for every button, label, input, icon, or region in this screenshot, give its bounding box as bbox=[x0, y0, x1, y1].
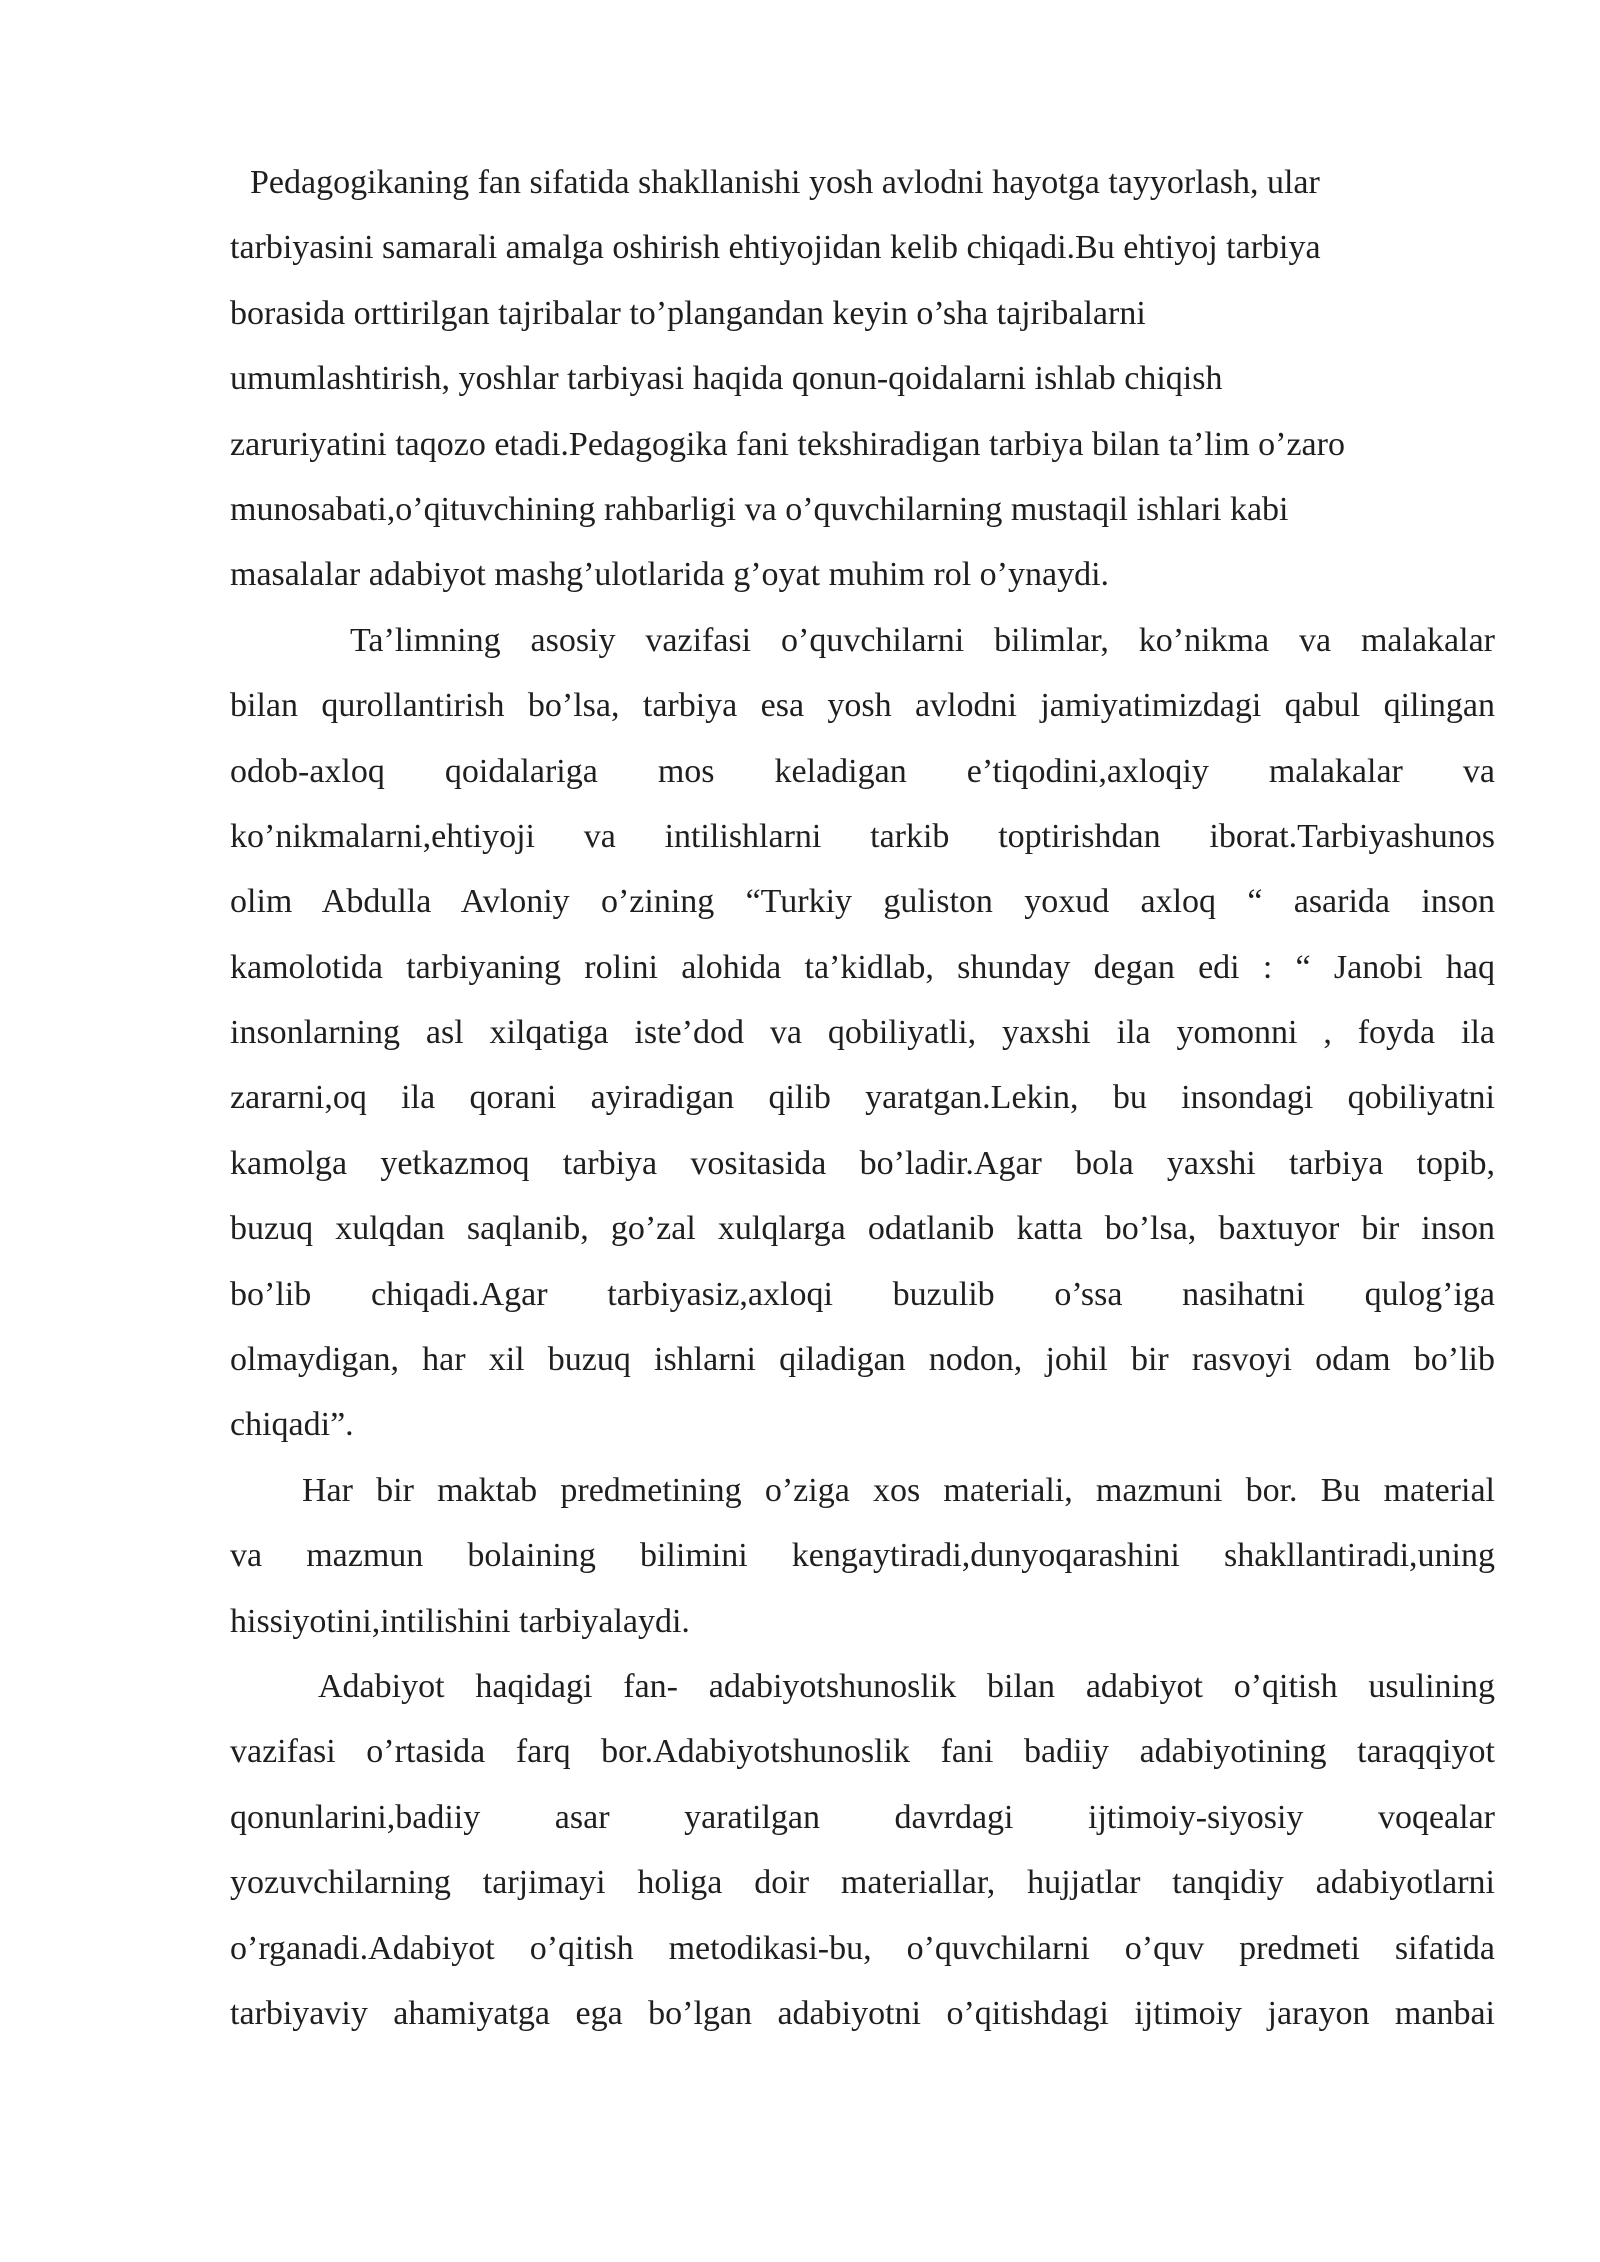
text-line: Har bir maktab predmetining o’ziga xos materiali, mazmuni bor. Bu material bbox=[302, 1471, 1495, 1509]
text-line: Pedagogikaning fan sifatida shakllanishi yosh avlodni hayotga tayyorlash, ular bbox=[250, 164, 1320, 201]
text-line: buzuq xulqdan saqlanib, go’zal xulqlarga odatlanib katta bo’lsa, baxtuyor bir inson bbox=[230, 1210, 1495, 1248]
text-line: masalalar adabiyot mashg’ulotlarida g’oyat muhim rol o’ynaydi. bbox=[230, 556, 1110, 594]
text-line: odob-axloq qoidalariga mos keladigan e’tiqodini,axloqiy malakalar va bbox=[230, 752, 1495, 790]
text-line: qonunlarini,badiiy asar yaratilgan davrdagi ijtimoiy-siyosiy voqealar bbox=[230, 1798, 1495, 1836]
text-line: zaruriyatini taqozo etadi.Pedagogika fani tekshiradigan tarbiya bilan ta’lim o’zaro bbox=[230, 425, 1345, 463]
text-line: tarbiyasini samarali amalga oshirish ehtiyojidan kelib chiqadi.Bu ehtiyoj tarbiya bbox=[230, 229, 1321, 267]
text-line: hissiyotini,intilishini tarbiyalaydi. bbox=[230, 1602, 690, 1640]
paragraph-3 bbox=[230, 1458, 1495, 1654]
text-line: o’rganadi.Adabiyot o’qitish metodikasi-bu, o’quvchilarni o’quv predmeti sifatida bbox=[230, 1929, 1495, 1967]
paragraph-4 bbox=[230, 1654, 1495, 2046]
text-line: borasida orttirilgan tajribalar to’plangandan keyin o’sha tajribalarni bbox=[230, 294, 1146, 332]
text-line: ko’nikmalarni,ehtiyoji va intilishlarni tarkib toptirishdan iborat.Tarbiyashunos bbox=[230, 817, 1495, 855]
paragraph-2 bbox=[230, 608, 1495, 1458]
text-line: olmaydigan, har xil buzuq ishlarni qiladigan nodon, johil bir rasvoyi odam bo’lib bbox=[230, 1341, 1495, 1379]
text-line: yozuvchilarning tarjimayi holiga doir materiallar, hujjatlar tanqidiy adabiyotlarni bbox=[230, 1864, 1495, 1902]
text-line: munosabati,o’qituvchining rahbarligi va o’quvchilarning mustaqil ishlari kabi bbox=[230, 490, 1289, 528]
text-line: vazifasi o’rtasida farq bor.Adabiyotshunoslik fani badiiy adabiyotining taraqqiyot bbox=[230, 1733, 1495, 1771]
text-line: kamolotida tarbiyaning rolini alohida ta’kidlab, shunday degan edi : “ Janobi haq bbox=[230, 948, 1495, 986]
document-text bbox=[230, 150, 1495, 2046]
text-line: umumlashtirish, yoshlar tarbiyasi haqida qonun-qoidalarni ishlab chiqish bbox=[230, 360, 1223, 398]
text-line: Adabiyot haqidagi fan- adabiyotshunoslik bilan adabiyot o’qitish usulining bbox=[318, 1667, 1495, 1705]
paragraph-1 bbox=[230, 150, 1495, 608]
text-line: tarbiyaviy ahamiyatga ega bo’lgan adabiyotni o’qitishdagi ijtimoiy jarayon manbai bbox=[230, 1994, 1495, 2032]
text-line: Ta’limning asosiy vazifasi o’quvchilarni bilimlar, ko’nikma va malakalar bbox=[350, 621, 1495, 659]
text-line: bilan qurollantirish bo’lsa, tarbiya esa yosh avlodni jamiyatimizdagi qabul qilingan bbox=[230, 687, 1495, 725]
text-line: chiqadi”. bbox=[230, 1406, 354, 1444]
text-line: bo’lib chiqadi.Agar tarbiyasiz,axloqi buzulib o’ssa nasihatni qulog’iga bbox=[230, 1275, 1495, 1313]
text-line: olim Abdulla Avloniy o’zining “Turkiy guliston yoxud axloq “ asarida inson bbox=[230, 883, 1495, 921]
text-line: zararni,oq ila qorani ayiradigan qilib yaratgan.Lekin, bu insondagi qobiliyatni bbox=[230, 1079, 1495, 1117]
text-line: insonlarning asl xilqatiga iste’dod va qobiliyatli, yaxshi ila yomonni , foyda ila bbox=[230, 1014, 1495, 1052]
text-line: kamolga yetkazmoq tarbiya vositasida bo’ladir.Agar bola yaxshi tarbiya topib, bbox=[230, 1144, 1495, 1182]
text-line: va mazmun bolaining bilimini kengaytiradi,dunyoqarashini shakllantiradi,uning bbox=[230, 1537, 1495, 1575]
